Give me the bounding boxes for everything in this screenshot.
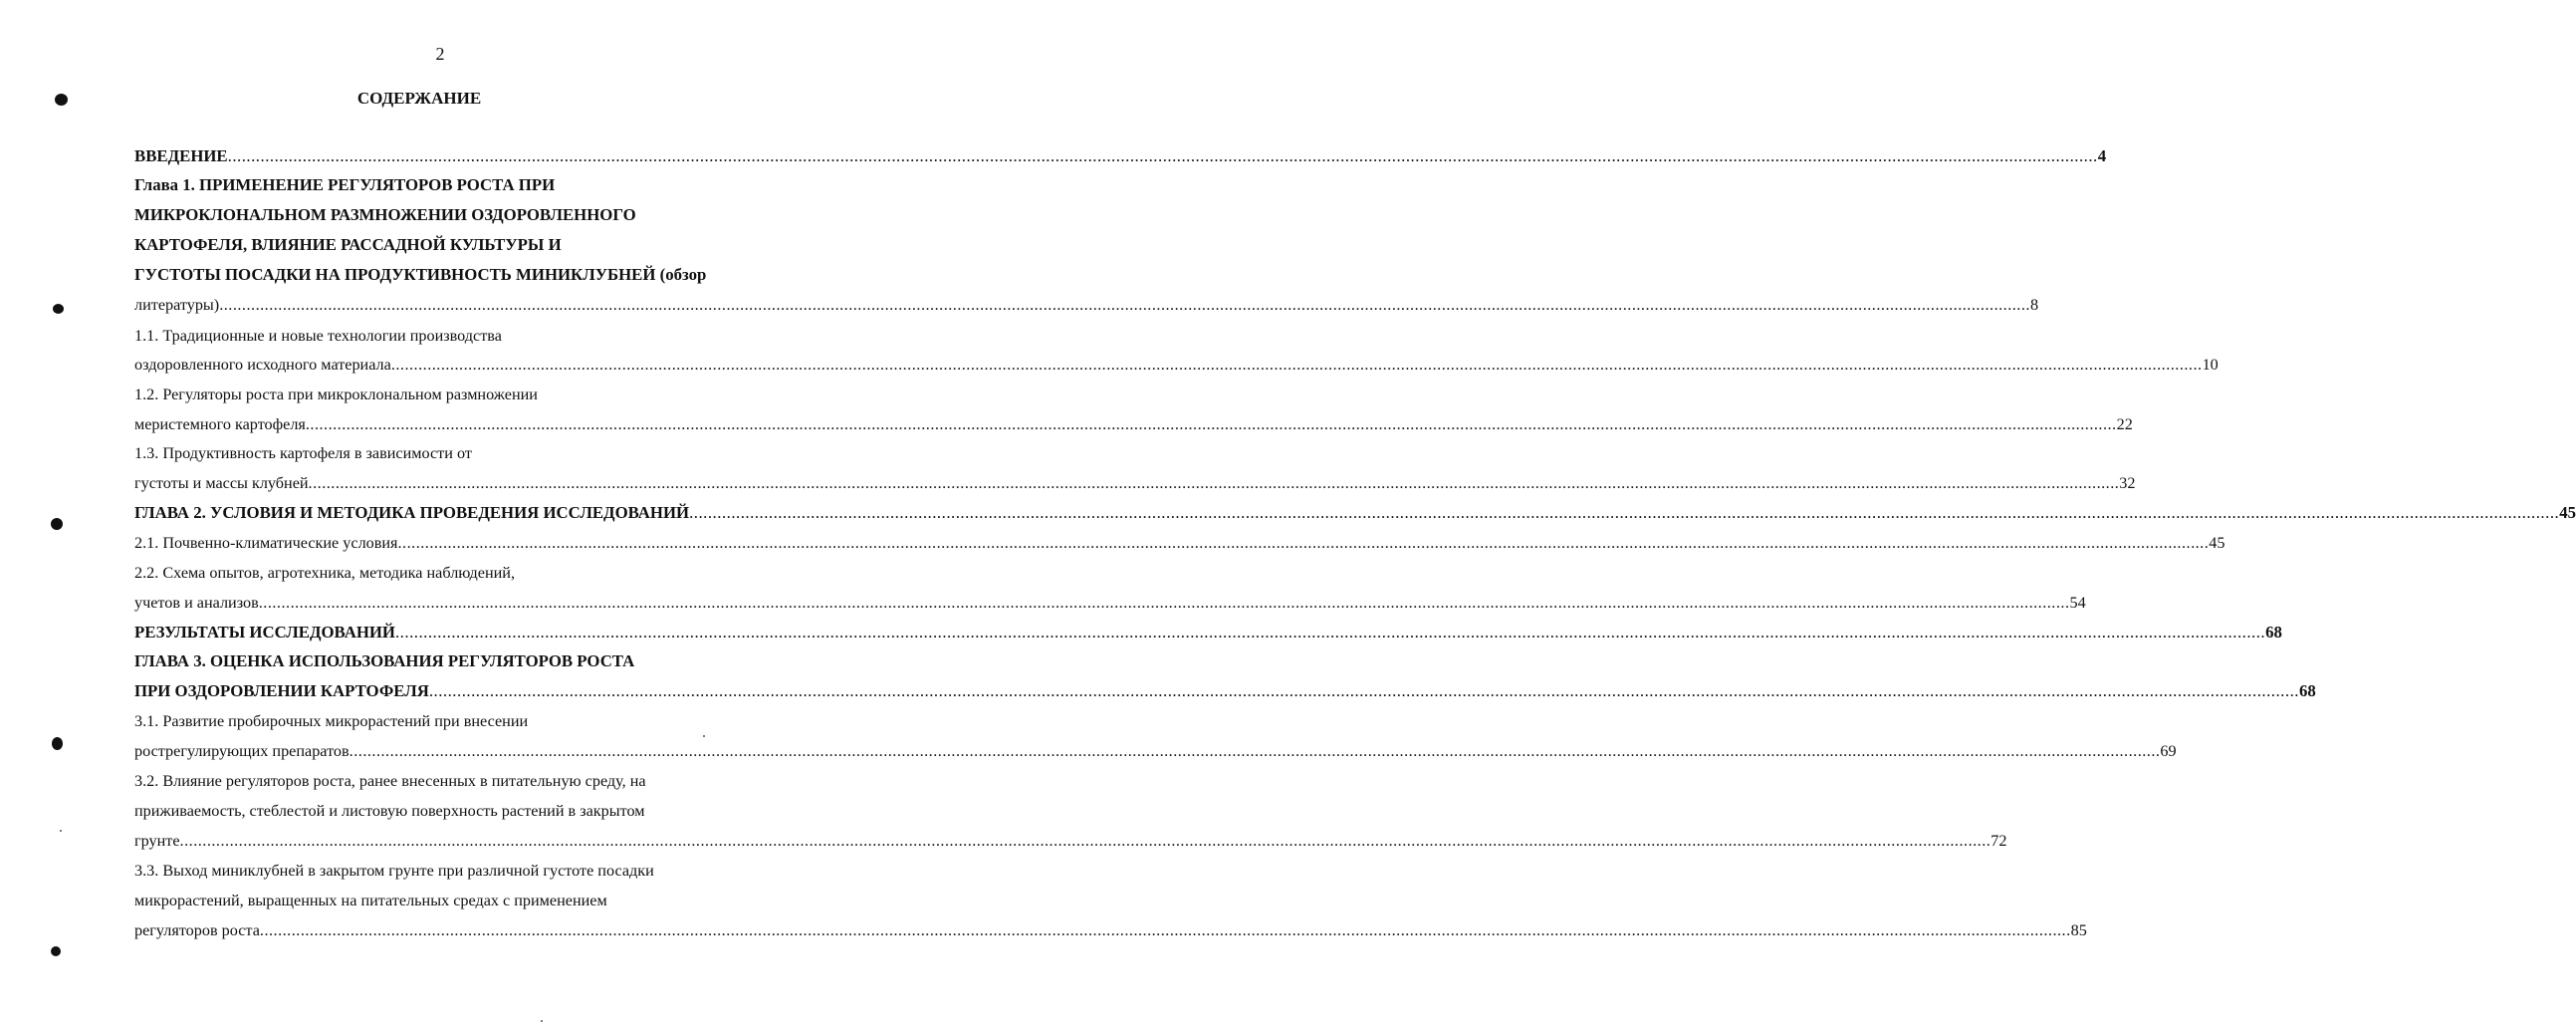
toc-entry xyxy=(134,680,2316,702)
toc-entry xyxy=(134,204,750,226)
toc-leader-dots: ................................................................................................................................................................................................................................................................................................................................................................................................................ xyxy=(179,832,1991,850)
scan-blot xyxy=(53,304,64,314)
toc-entry-text: приживаемость, стеблестой и листовую поверхность растений в закрытом xyxy=(134,802,645,820)
page-title: СОДЕРЖАНИЕ xyxy=(356,89,482,108)
toc-leader-dots: ................................................................................................................................................................................................................................................................................................................................................................................................................ xyxy=(219,296,2030,314)
scan-blot xyxy=(51,518,63,530)
toc-leader-dots: ................................................................................................................................................................................................................................................................................................................................................................................................................ xyxy=(258,594,2070,612)
toc-entry-text: 1.1. Традиционные и новые технологии производства xyxy=(134,327,502,345)
toc-leader-dots: ................................................................................................................................................................................................................................................................................................................................................................................................................ xyxy=(428,681,2299,700)
scan-speck xyxy=(703,735,705,737)
toc-entry-text: регуляторов роста xyxy=(134,921,260,939)
toc-entry-text: ГЛАВА 2. УСЛОВИЯ И МЕТОДИКА ПРОВЕДЕНИЯ ИССЛЕДОВАНИЙ xyxy=(134,503,690,522)
toc-entry-text: грунте xyxy=(134,832,180,850)
toc-entry xyxy=(134,145,2107,167)
toc-page-number: 54 xyxy=(2069,594,2086,612)
toc-entry xyxy=(134,384,750,405)
toc-entry xyxy=(134,413,2133,435)
toc-entry-text: рострегулирующих препаратов xyxy=(134,742,350,760)
toc-entry xyxy=(134,294,2039,316)
toc-entry xyxy=(134,740,2177,762)
toc-entry xyxy=(134,325,750,347)
toc-entry xyxy=(134,502,2576,524)
toc-entry xyxy=(134,264,750,286)
toc-entry-text: 3.3. Выход миниклубней в закрытом грунте при различной густоте посадки xyxy=(134,862,654,880)
toc-entry-text: ВВЕДЕНИЕ xyxy=(134,146,228,165)
toc-entry-text: учетов и анализов xyxy=(134,594,259,612)
toc-leader-dots: ................................................................................................................................................................................................................................................................................................................................................................................................................ xyxy=(308,474,2120,492)
toc-entry xyxy=(134,919,2087,941)
toc-page-number: 68 xyxy=(2298,681,2316,700)
toc-entry-text: 1.3. Продуктивность картофеля в зависимости от xyxy=(134,444,472,462)
toc-entry xyxy=(134,622,2282,644)
toc-entry-text: ГУСТОТЫ ПОСАДКИ НА ПРОДУКТИВНОСТЬ МИНИКЛУБНЕЙ (обзор xyxy=(134,265,707,284)
toc-leader-dots: ................................................................................................................................................................................................................................................................................................................................................................................................................ xyxy=(227,146,2098,165)
toc-entry xyxy=(134,174,750,196)
toc-entry-text: 2.1. Почвенно-климатические условия xyxy=(134,534,398,552)
toc-entry-text: Глава 1. ПРИМЕНЕНИЕ РЕГУЛЯТОРОВ РОСТА ПРИ xyxy=(134,175,556,194)
scan-speck xyxy=(541,1020,543,1022)
toc-entry-text: РЕЗУЛЬТАТЫ ИССЛЕДОВАНИЙ xyxy=(134,623,395,642)
toc-leader-dots: ................................................................................................................................................................................................................................................................................................................................................................................................................ xyxy=(349,742,2161,760)
toc-entry xyxy=(134,890,750,911)
scan-blot xyxy=(52,737,63,750)
toc-page-number: 4 xyxy=(2097,146,2107,165)
toc-entry xyxy=(134,830,2007,852)
toc-entry xyxy=(134,800,750,822)
toc-leader-dots: ................................................................................................................................................................................................................................................................................................................................................................................................................ xyxy=(305,415,2117,433)
toc-entry-text: литературы) xyxy=(134,296,220,314)
toc-entry-text: оздоровленного исходного материала xyxy=(134,356,391,374)
toc-page-number: 69 xyxy=(2160,742,2177,760)
toc-entry xyxy=(134,442,750,464)
toc-entry-text: МИКРОКЛОНАЛЬНОМ РАЗМНОЖЕНИИ ОЗДОРОВЛЕННОГО xyxy=(134,205,636,224)
toc-page-number: 45 xyxy=(2209,534,2225,552)
toc-page-number: 85 xyxy=(2070,921,2087,939)
toc-entry xyxy=(134,472,2136,494)
toc-leader-dots: ................................................................................................................................................................................................................................................................................................................................................................................................................ xyxy=(390,356,2203,374)
toc-entry xyxy=(134,234,750,256)
toc-entry xyxy=(134,770,750,792)
scan-speck xyxy=(60,830,62,832)
toc-entry xyxy=(134,562,750,584)
toc-entry xyxy=(134,592,2086,614)
toc-entry xyxy=(134,650,750,672)
scan-blot xyxy=(55,94,68,106)
toc-page-number: 68 xyxy=(2265,623,2282,642)
toc-page-number: 10 xyxy=(2202,356,2219,374)
toc-leader-dots: ................................................................................................................................................................................................................................................................................................................................................................................................................ xyxy=(394,623,2266,642)
toc-page-number: 45 xyxy=(2559,503,2576,522)
toc-entry-text: 1.2. Регуляторы роста при микроклональном размножении xyxy=(134,386,538,403)
toc-page-number: 8 xyxy=(2029,296,2039,314)
page-number: 2 xyxy=(435,44,445,64)
toc-entry xyxy=(134,354,2219,376)
toc-entry-text: ГЛАВА 3. ОЦЕНКА ИСПОЛЬЗОВАНИЯ РЕГУЛЯТОРОВ РОСТА xyxy=(134,651,635,670)
toc-page-number: 32 xyxy=(2119,474,2136,492)
toc-entry xyxy=(134,532,2225,554)
toc-leader-dots: ................................................................................................................................................................................................................................................................................................................................................................................................................ xyxy=(259,921,2071,939)
toc-entry-text: микрорастений, выращенных на питательных средах с применением xyxy=(134,892,607,909)
toc-entry-text: ПРИ ОЗДОРОВЛЕНИИ КАРТОФЕЛЯ xyxy=(134,681,429,700)
toc-entry-text: густоты и массы клубней xyxy=(134,474,309,492)
toc-entry-text: меристемного картофеля xyxy=(134,415,306,433)
toc-page-number: 72 xyxy=(1991,832,2007,850)
toc-entry xyxy=(134,710,750,732)
toc-entry-text: 3.1. Развитие пробирочных микрорастений при внесении xyxy=(134,712,529,730)
toc-page-number: 22 xyxy=(2116,415,2133,433)
toc-entry-text: 3.2. Влияние регуляторов роста, ранее внесенных в питательную среду, на xyxy=(134,772,646,790)
toc-leader-dots: ................................................................................................................................................................................................................................................................................................................................................................................................................ xyxy=(397,534,2210,552)
toc-leader-dots: ................................................................................................................................................................................................................................................................................................................................................................................................................ xyxy=(689,503,2560,522)
toc-entry xyxy=(134,860,750,882)
toc-entry-text: 2.2. Схема опытов, агротехника, методика наблюдений, xyxy=(134,564,516,582)
scan-blot xyxy=(51,946,61,956)
toc-entry-text: КАРТОФЕЛЯ, ВЛИЯНИЕ РАССАДНОЙ КУЛЬТУРЫ И xyxy=(134,235,562,254)
